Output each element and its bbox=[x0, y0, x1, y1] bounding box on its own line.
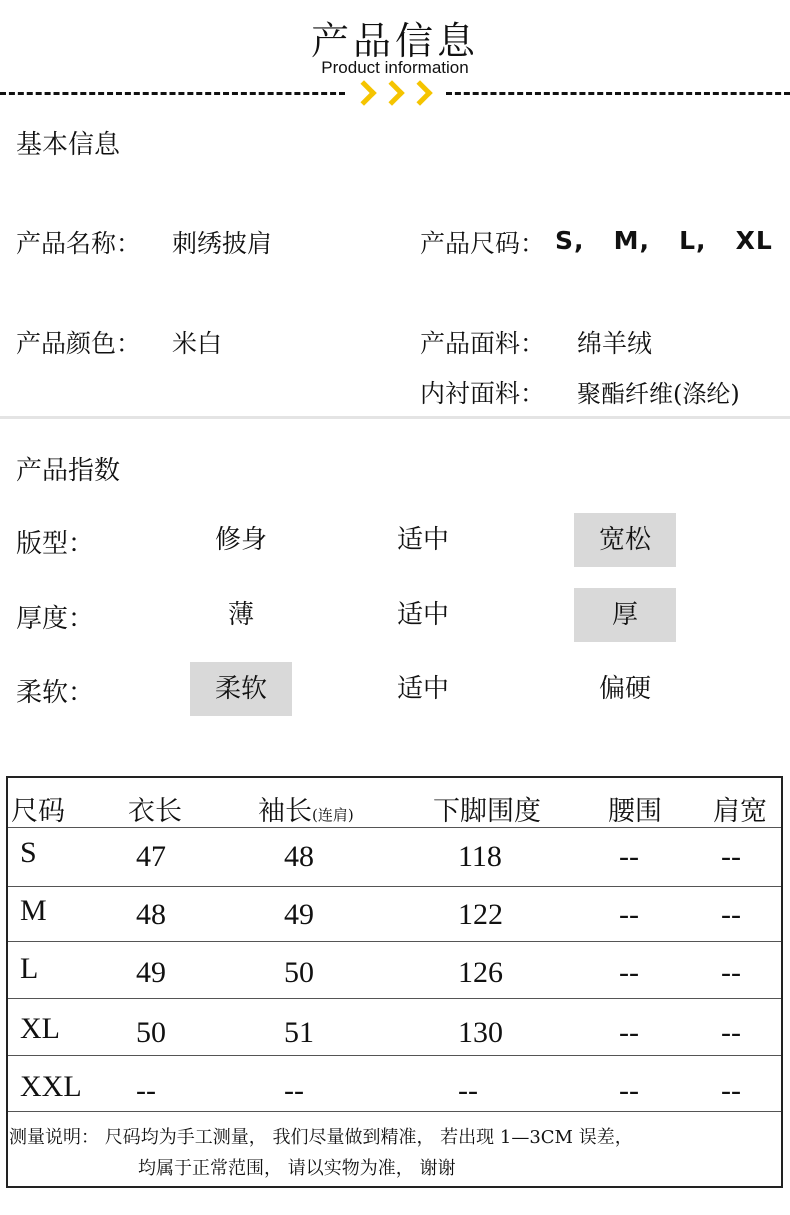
table-cell: 118 bbox=[458, 840, 502, 873]
lining-fabric-label: 内衬面料： bbox=[420, 379, 546, 408]
table-cell: XL bbox=[20, 1012, 60, 1045]
table-cell: 47 bbox=[136, 840, 166, 873]
table-cell: -- bbox=[721, 956, 741, 989]
table-cell: -- bbox=[619, 840, 639, 873]
header-size: 尺码 bbox=[11, 796, 65, 827]
product-index-title: 产品指数 bbox=[16, 456, 121, 486]
page-subtitle: Product information bbox=[321, 58, 469, 77]
table-row-divider bbox=[8, 941, 781, 942]
size-table bbox=[6, 776, 783, 1188]
table-cell: M bbox=[20, 894, 47, 927]
table-cell: -- bbox=[721, 1074, 741, 1107]
product-color-label: 产品颜色： bbox=[16, 329, 142, 358]
table-cell: 51 bbox=[284, 1016, 314, 1049]
header-divider-right bbox=[446, 92, 790, 95]
table-cell: 122 bbox=[458, 898, 503, 931]
index-option-selected: 宽松 bbox=[574, 513, 676, 567]
header-hem: 下脚围度 bbox=[433, 796, 541, 827]
table-cell: 130 bbox=[458, 1016, 503, 1049]
index-option-selected: 柔软 bbox=[190, 662, 292, 716]
table-cell: -- bbox=[619, 1074, 639, 1107]
index-option: 修身 bbox=[214, 525, 267, 555]
table-cell: 126 bbox=[458, 956, 503, 989]
table-cell: -- bbox=[721, 840, 741, 873]
product-size-value bbox=[555, 226, 773, 255]
table-cell: -- bbox=[136, 1074, 156, 1107]
table-cell: 48 bbox=[284, 840, 314, 873]
product-name-label: 产品名称： bbox=[16, 229, 142, 258]
table-cell: -- bbox=[619, 898, 639, 931]
table-row-divider bbox=[8, 827, 781, 828]
basic-info-title: 基本信息 bbox=[16, 130, 121, 160]
index-option: 适中 bbox=[396, 525, 449, 555]
table-cell: 48 bbox=[136, 898, 166, 931]
table-cell: -- bbox=[721, 898, 741, 931]
table-cell: 50 bbox=[136, 1016, 166, 1049]
index-row-label: 厚度： bbox=[16, 604, 95, 634]
header-divider-left bbox=[0, 92, 345, 95]
index-option: 适中 bbox=[396, 600, 449, 630]
product-fabric-value: 绵羊绒 bbox=[577, 329, 653, 358]
index-option: 薄 bbox=[227, 600, 254, 630]
table-row-divider bbox=[8, 998, 781, 999]
table-row-divider bbox=[8, 1111, 781, 1112]
table-row-divider bbox=[8, 1055, 781, 1056]
size-values: S, M, L, XL bbox=[555, 226, 773, 255]
measure-note-line1: 测量说明： 尺码均为手工测量， 我们尽量做到精准， 若出现 1—3CM 误差， bbox=[9, 1127, 633, 1148]
section-divider bbox=[0, 416, 790, 419]
product-color-value: 米白 bbox=[172, 329, 223, 358]
table-cell: -- bbox=[721, 1016, 741, 1049]
page-title: 产品信息 bbox=[310, 19, 479, 63]
product-fabric-label: 产品面料： bbox=[420, 329, 546, 358]
header-sleeve-label: 袖长 bbox=[258, 796, 312, 827]
chevron-right-icon bbox=[351, 80, 376, 105]
index-option-selected: 厚 bbox=[574, 588, 676, 642]
table-cell: XXL bbox=[20, 1070, 82, 1103]
index-option: 偏硬 bbox=[598, 674, 651, 704]
index-option: 适中 bbox=[396, 674, 449, 704]
chevron-right-icon bbox=[407, 80, 432, 105]
header-sleeve bbox=[258, 789, 354, 828]
product-size-label: 产品尺码： bbox=[420, 229, 546, 258]
index-row-label: 版型： bbox=[16, 529, 95, 559]
table-cell: 50 bbox=[284, 956, 314, 989]
table-cell: -- bbox=[458, 1074, 478, 1107]
table-cell: L bbox=[20, 952, 39, 985]
table-cell: 49 bbox=[284, 898, 314, 931]
table-cell: -- bbox=[284, 1074, 304, 1107]
table-cell: -- bbox=[619, 1016, 639, 1049]
header-waist: 腰围 bbox=[608, 796, 662, 827]
index-row-label: 柔软： bbox=[16, 678, 95, 708]
header-shoulder: 肩宽 bbox=[713, 796, 767, 827]
table-cell: -- bbox=[619, 956, 639, 989]
header-sleeve-note: (连肩) bbox=[312, 806, 354, 824]
product-name-value: 刺绣披肩 bbox=[172, 229, 273, 258]
chevron-right-icon bbox=[379, 80, 404, 105]
table-row-divider bbox=[8, 886, 781, 887]
table-cell: S bbox=[20, 836, 37, 869]
header-length: 衣长 bbox=[128, 796, 182, 827]
lining-fabric-value: 聚酯纤维(涤纶) bbox=[577, 380, 740, 408]
table-cell: 49 bbox=[136, 956, 166, 989]
measure-note-line2: 均属于正常范围， 请以实物为准， 谢谢 bbox=[138, 1158, 456, 1179]
